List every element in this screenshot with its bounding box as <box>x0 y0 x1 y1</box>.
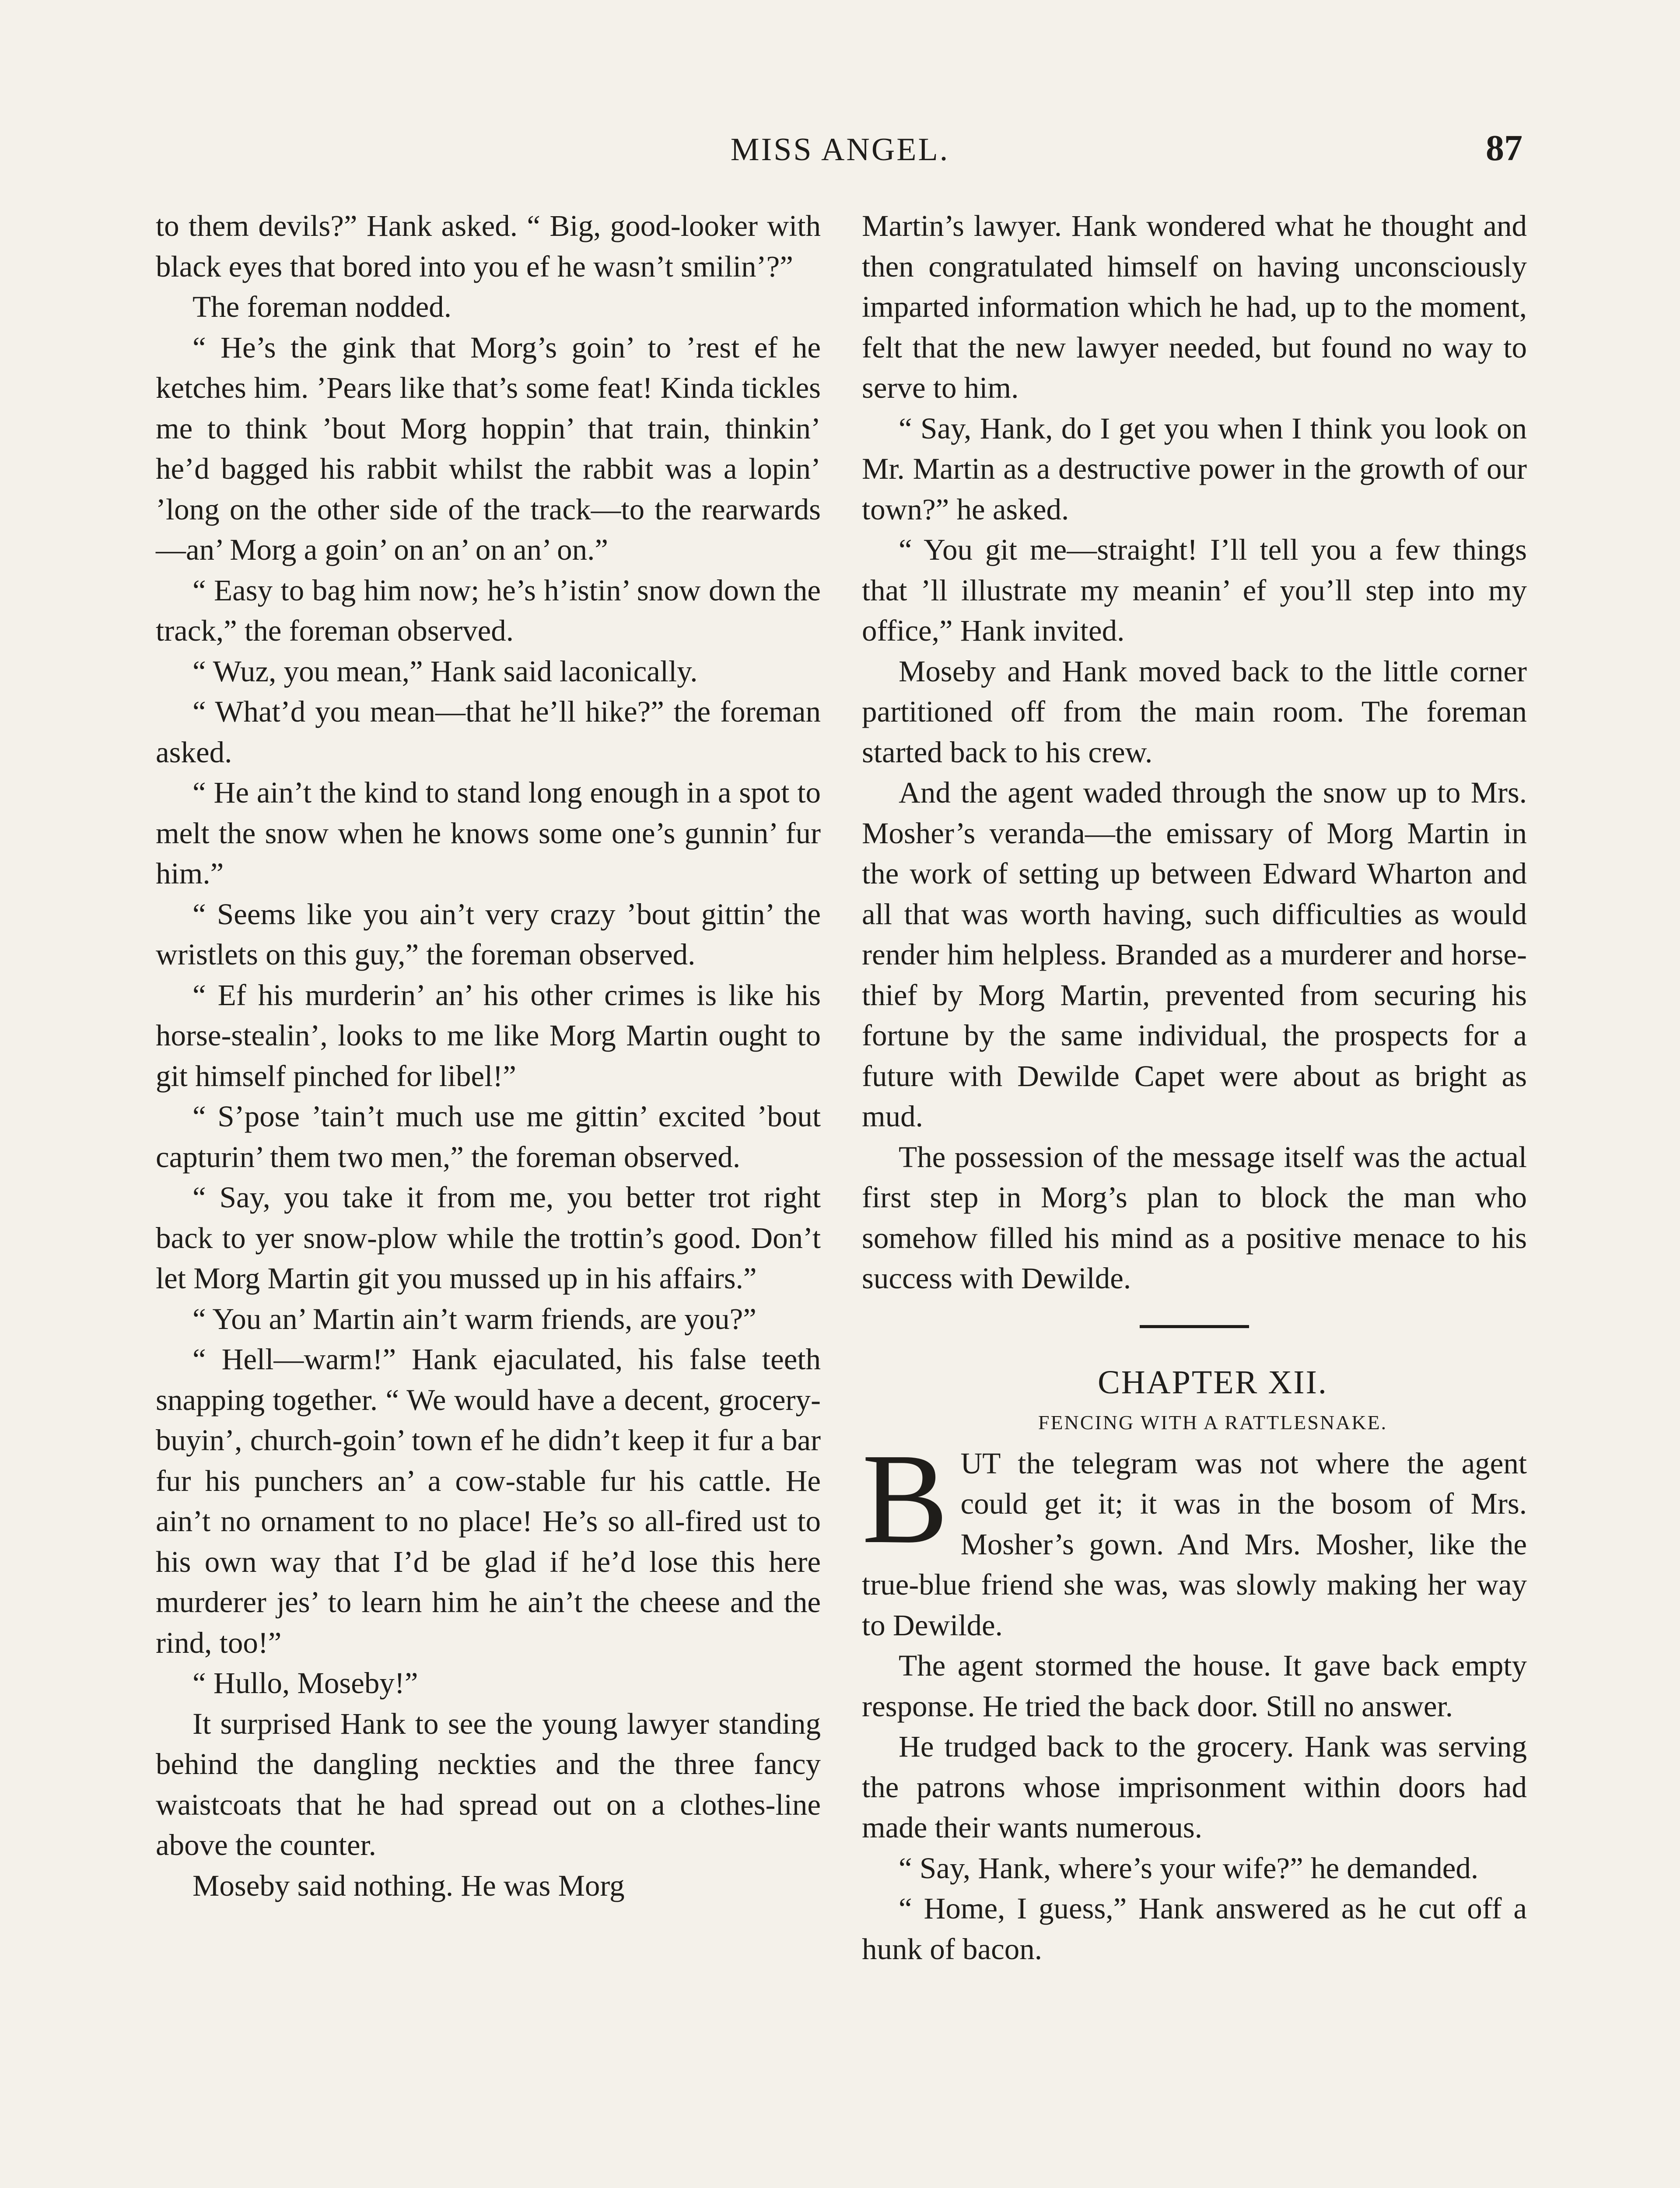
paragraph: The possession of the message itself was the actual first step in Morg’s plan to block the man who somehow filled his mind as a positive menace to his success with Dewilde. <box>862 1140 1527 1295</box>
chapter-title: CHAPTER XII. <box>1098 1364 1328 1401</box>
paragraph: “ Home, I guess,” Hank answered as he cut off a hunk of bacon. <box>862 1892 1527 1966</box>
running-title: MISS ANGEL. <box>730 132 950 168</box>
paragraph: “ Seems like you ain’t very crazy ’bout gittin’ the wristlets on this guy,” the foreman observed. <box>156 897 821 971</box>
paragraph: And the agent waded through the snow up to Mrs. Mosher’s veranda—the emissary of Morg Martin in the work of setting up between Edward Wharton and all that was worth having, such difficulties as would render him helpless. Branded as a murderer and horse-thief by Morg Martin, prevented from securing his fortune by the same individual, the prospects for a future with Dewilde Capet were about as bright as mud. <box>862 776 1527 1133</box>
chapter-opening-paragraph <box>862 1427 1527 1646</box>
paragraph: “ You an’ Martin ain’t warm friends, are you?” <box>192 1302 756 1336</box>
paragraph: Martin’s lawyer. Hank wondered what he thought and then congratulated himself on having unconsciously imparted information which he had, up to the moment, felt that the new lawyer needed, but found no way to serve to him. <box>862 209 1527 404</box>
paragraph: “ He’s the gink that Morg’s goin’ to ’rest ef he ketches him. ’Pears like that’s some feat! Kinda tickles me to think ’bout Morg hoppin’ that train, thinkin’ he’d bagged his rabbit whilst the rabbit was a lopin’ ’long on the other side of the track—to the rearwards—an’ Morg a goin’ on an’ on an’ on.” <box>156 330 821 566</box>
paragraph: Moseby and Hank moved back to the little corner partitioned off from the main room. The foreman started back to his crew. <box>862 654 1527 769</box>
paragraph: “ What’d you mean—that he’ll hike?” the foreman asked. <box>156 695 821 769</box>
section-divider-rule <box>1140 1325 1249 1328</box>
paragraph: He trudged back to the grocery. Hank was serving the patrons whose imprisonment within doors had made their wants numerous. <box>862 1730 1527 1844</box>
chapter-opening-text: UT the telegram was not where the agent could get it; it was in the bosom of Mrs. Mosher’s gown. And Mrs. Mosher, like the true-blue friend she was, was slowly making her way to Dewilde. <box>862 1446 1527 1642</box>
paragraph: Moseby said nothing. He was Morg <box>192 1869 625 1902</box>
drop-cap: B <box>862 1427 948 1571</box>
paragraph: “ Hell—warm!” Hank ejaculated, his false teeth snapping together. “ We would have a decent, grocery-buyin’, church-goin’ town ef he didn’t keep it fur a bar fur his punchers an’ a cow-stable fur his cattle. He ain’t no ornament to no place! He’s so all-fired ust to his own way that I’d be glad if he’d lose this here murderer jes’ to learn him he ain’t the cheese and the rind, too!” <box>156 1343 821 1659</box>
paragraph: “ Wuz, you mean,” Hank said laconically. <box>192 654 698 688</box>
paragraph: The foreman nodded. <box>192 290 452 323</box>
right-column-top-text <box>862 206 1527 1299</box>
paragraph: to them devils?” Hank asked. “ Big, good-looker with black eyes that bored into you ef he wasn’t smilin’?” <box>156 209 821 283</box>
chapter-subtitle: FENCING WITH A RATTLESNAKE. <box>1038 1411 1388 1434</box>
left-column <box>156 206 821 1906</box>
page-number: 87 <box>1486 128 1522 168</box>
paragraph: “ Say, Hank, where’s your wife?” he demanded. <box>899 1851 1479 1885</box>
paragraph: “ Ef his murderin’ an’ his other crimes is like his horse-stealin’, looks to me like Morg Martin ought to git himself pinched for libel!” <box>156 978 821 1093</box>
paragraph: The agent stormed the house. It gave back empty response. He tried the back door. Still no answer. <box>862 1649 1527 1723</box>
paragraph: “ Easy to bag him now; he’s h’istin’ snow down the track,” the foreman observed. <box>156 573 821 647</box>
paragraph: “ He ain’t the kind to stand long enough in a spot to melt the snow when he knows some one’s gunnin’ fur him.” <box>156 776 821 890</box>
paragraph: It surprised Hank to see the young lawyer standing behind the dangling neckties and the three fancy waistcoats that he had spread out on a clothes-line above the counter. <box>156 1707 821 1862</box>
right-column-bottom-text <box>862 1645 1527 1969</box>
paragraph: “ Say, Hank, do I get you when I think you look on Mr. Martin as a destructive power in the growth of our town?” he asked. <box>862 411 1527 526</box>
right-column <box>862 206 1527 1969</box>
paragraph: “ Hullo, Moseby!” <box>192 1666 418 1700</box>
paragraph: “ Say, you take it from me, you better trot right back to yer snow-plow while the trottin’s good. Don’t let Morg Martin git you mussed up in his affairs.” <box>156 1181 821 1295</box>
paragraph: “ S’pose ’tain’t much use me gittin’ excited ’bout capturin’ them two men,” the foreman observed. <box>156 1100 821 1174</box>
running-head <box>158 127 1522 171</box>
paragraph: “ You git me—straight! I’ll tell you a few things that ’ll illustrate my meanin’ ef you’ll step into my office,” Hank invited. <box>862 533 1527 647</box>
